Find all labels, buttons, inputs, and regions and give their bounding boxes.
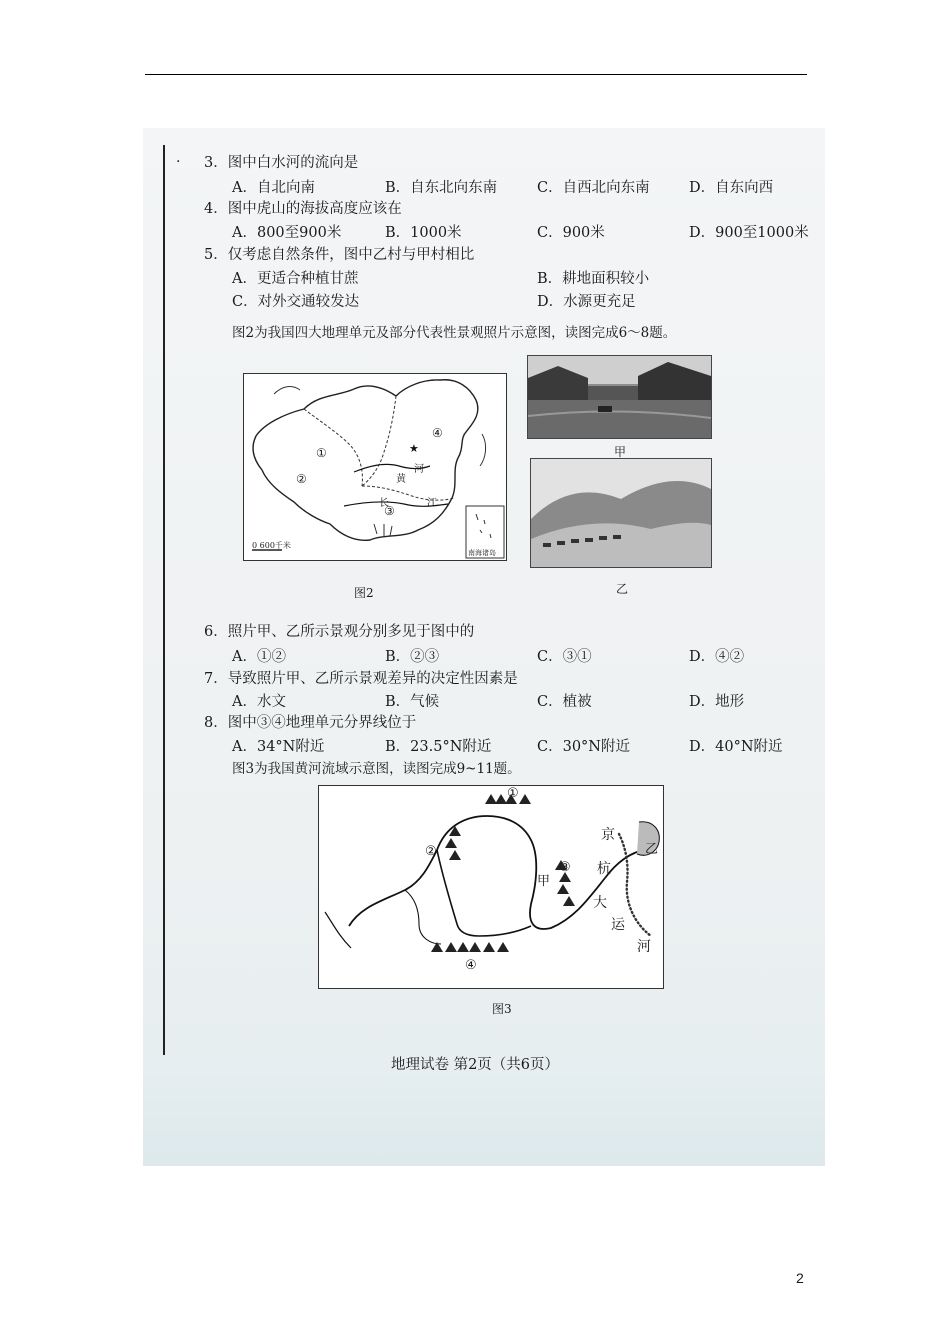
question-7-option-a: A．水文 — [232, 694, 286, 710]
binding-margin-line — [163, 145, 165, 1055]
capital-star-icon: ★ — [409, 442, 419, 455]
fig3-canal-char-4: 运 — [611, 917, 625, 933]
question-8-option-b: B．23.5°N附近 — [385, 739, 492, 755]
question-5-option-a: A．更适合种植甘蔗 — [232, 271, 359, 287]
figure-2-china-map — [243, 373, 507, 561]
figure-3-caption: 图3 — [492, 1002, 512, 1016]
question-3-option-a: A．自北向南 — [232, 180, 315, 196]
figure-2-caption: 图2 — [354, 586, 374, 600]
question-5-stem: 5．仅考虑自然条件，图中乙村与甲村相比 — [204, 247, 475, 263]
fig3-canal-char-5: 河 — [637, 939, 651, 955]
fig2-region-1: ① — [316, 446, 327, 460]
question-5-option-d: D．水源更充足 — [537, 294, 636, 310]
question-7-stem: 7．导致照片甲、乙所示景观差异的决定性因素是 — [204, 671, 518, 687]
photo-jia-water-town — [527, 355, 712, 439]
fig2-scale-bar: 0 600千米 — [252, 541, 291, 550]
yellow-river-basin-map — [319, 786, 663, 988]
fig2-yangtze-label-1: 长 — [379, 498, 389, 509]
photo-jia-label: 甲 — [614, 445, 627, 459]
question-5-option-c: C．对外交通较发达 — [232, 294, 360, 310]
exam-page-footer: 地理试卷 第2页（共6页） — [390, 1057, 560, 1073]
question-4-option-c: C．900米 — [537, 225, 605, 241]
question-5-option-b: B．耕地面积较小 — [537, 271, 650, 287]
margin-mark: . — [176, 150, 181, 166]
page-number: 2 — [796, 1270, 804, 1286]
fig3-canal-char-1: 京 — [601, 827, 615, 843]
fig2-region-4: ④ — [432, 426, 443, 440]
question-7-option-d: D．地形 — [689, 694, 745, 710]
fig3-canal-char-2: 杭 — [597, 861, 611, 877]
fig3-canal-char-3: 大 — [593, 895, 607, 911]
fig3-mark-1: ① — [507, 786, 519, 801]
figure-3-yellow-river-map — [318, 785, 664, 989]
question-6-option-c: C．③① — [537, 649, 592, 665]
question-4-option-b: B．1000米 — [385, 225, 462, 241]
fig2-yangtze-label-2: 江 — [427, 498, 437, 509]
question-6-stem: 6．照片甲、乙所示景观分别多见于图中的 — [204, 624, 475, 640]
fig3-mark-3: ③ — [559, 860, 571, 875]
question-8-option-c: C．30°N附近 — [537, 739, 630, 755]
photo-yi-desert — [530, 458, 712, 568]
question-6-option-a: A．①② — [232, 649, 286, 665]
question-3-option-c: C．自西北向东南 — [537, 180, 650, 196]
question-3-option-d: D．自东向西 — [689, 180, 774, 196]
fig3-mark-4: ④ — [465, 958, 477, 973]
question-8-option-a: A．34°N附近 — [232, 739, 325, 755]
question-4-stem: 4．图中虎山的海拔高度应该在 — [204, 201, 402, 217]
question-3-stem: 3．图中白水河的流向是 — [204, 155, 359, 171]
question-4-option-a: A．800至900米 — [232, 225, 342, 241]
fig2-yellow-river-label-1: 黄 — [396, 474, 406, 485]
figure-3-intro: 图3为我国黄河流域示意图，读图完成9~11题。 — [232, 761, 521, 777]
photo-yi-label: 乙 — [616, 582, 629, 596]
question-7-option-b: B．气候 — [385, 694, 440, 710]
fig2-inset-label: 南海诸岛 — [468, 549, 496, 557]
fig2-region-2: ② — [296, 472, 307, 486]
question-8-stem: 8．图中③④地理单元分界线位于 — [204, 715, 417, 731]
fig3-label-yi: 乙 — [645, 842, 659, 857]
china-outline-map — [244, 374, 506, 560]
fig3-label-jia: 甲 — [537, 874, 551, 889]
fig2-yellow-river-label-2: 河 — [414, 464, 424, 475]
fig3-mark-2: ② — [425, 844, 437, 859]
question-7-option-c: C．植被 — [537, 694, 592, 710]
question-3-option-b: B．自东北向东南 — [385, 180, 498, 196]
question-6-option-b: B．②③ — [385, 649, 440, 665]
header-rule — [145, 74, 807, 75]
question-6-option-d: D．④② — [689, 649, 745, 665]
figure-2-intro: 图2为我国四大地理单元及部分代表性景观照片示意图，读图完成6～8题。 — [232, 325, 677, 341]
question-8-option-d: D．40°N附近 — [689, 739, 783, 755]
question-4-option-d: D．900至1000米 — [689, 225, 809, 241]
fig2-region-3: ③ — [384, 504, 395, 518]
